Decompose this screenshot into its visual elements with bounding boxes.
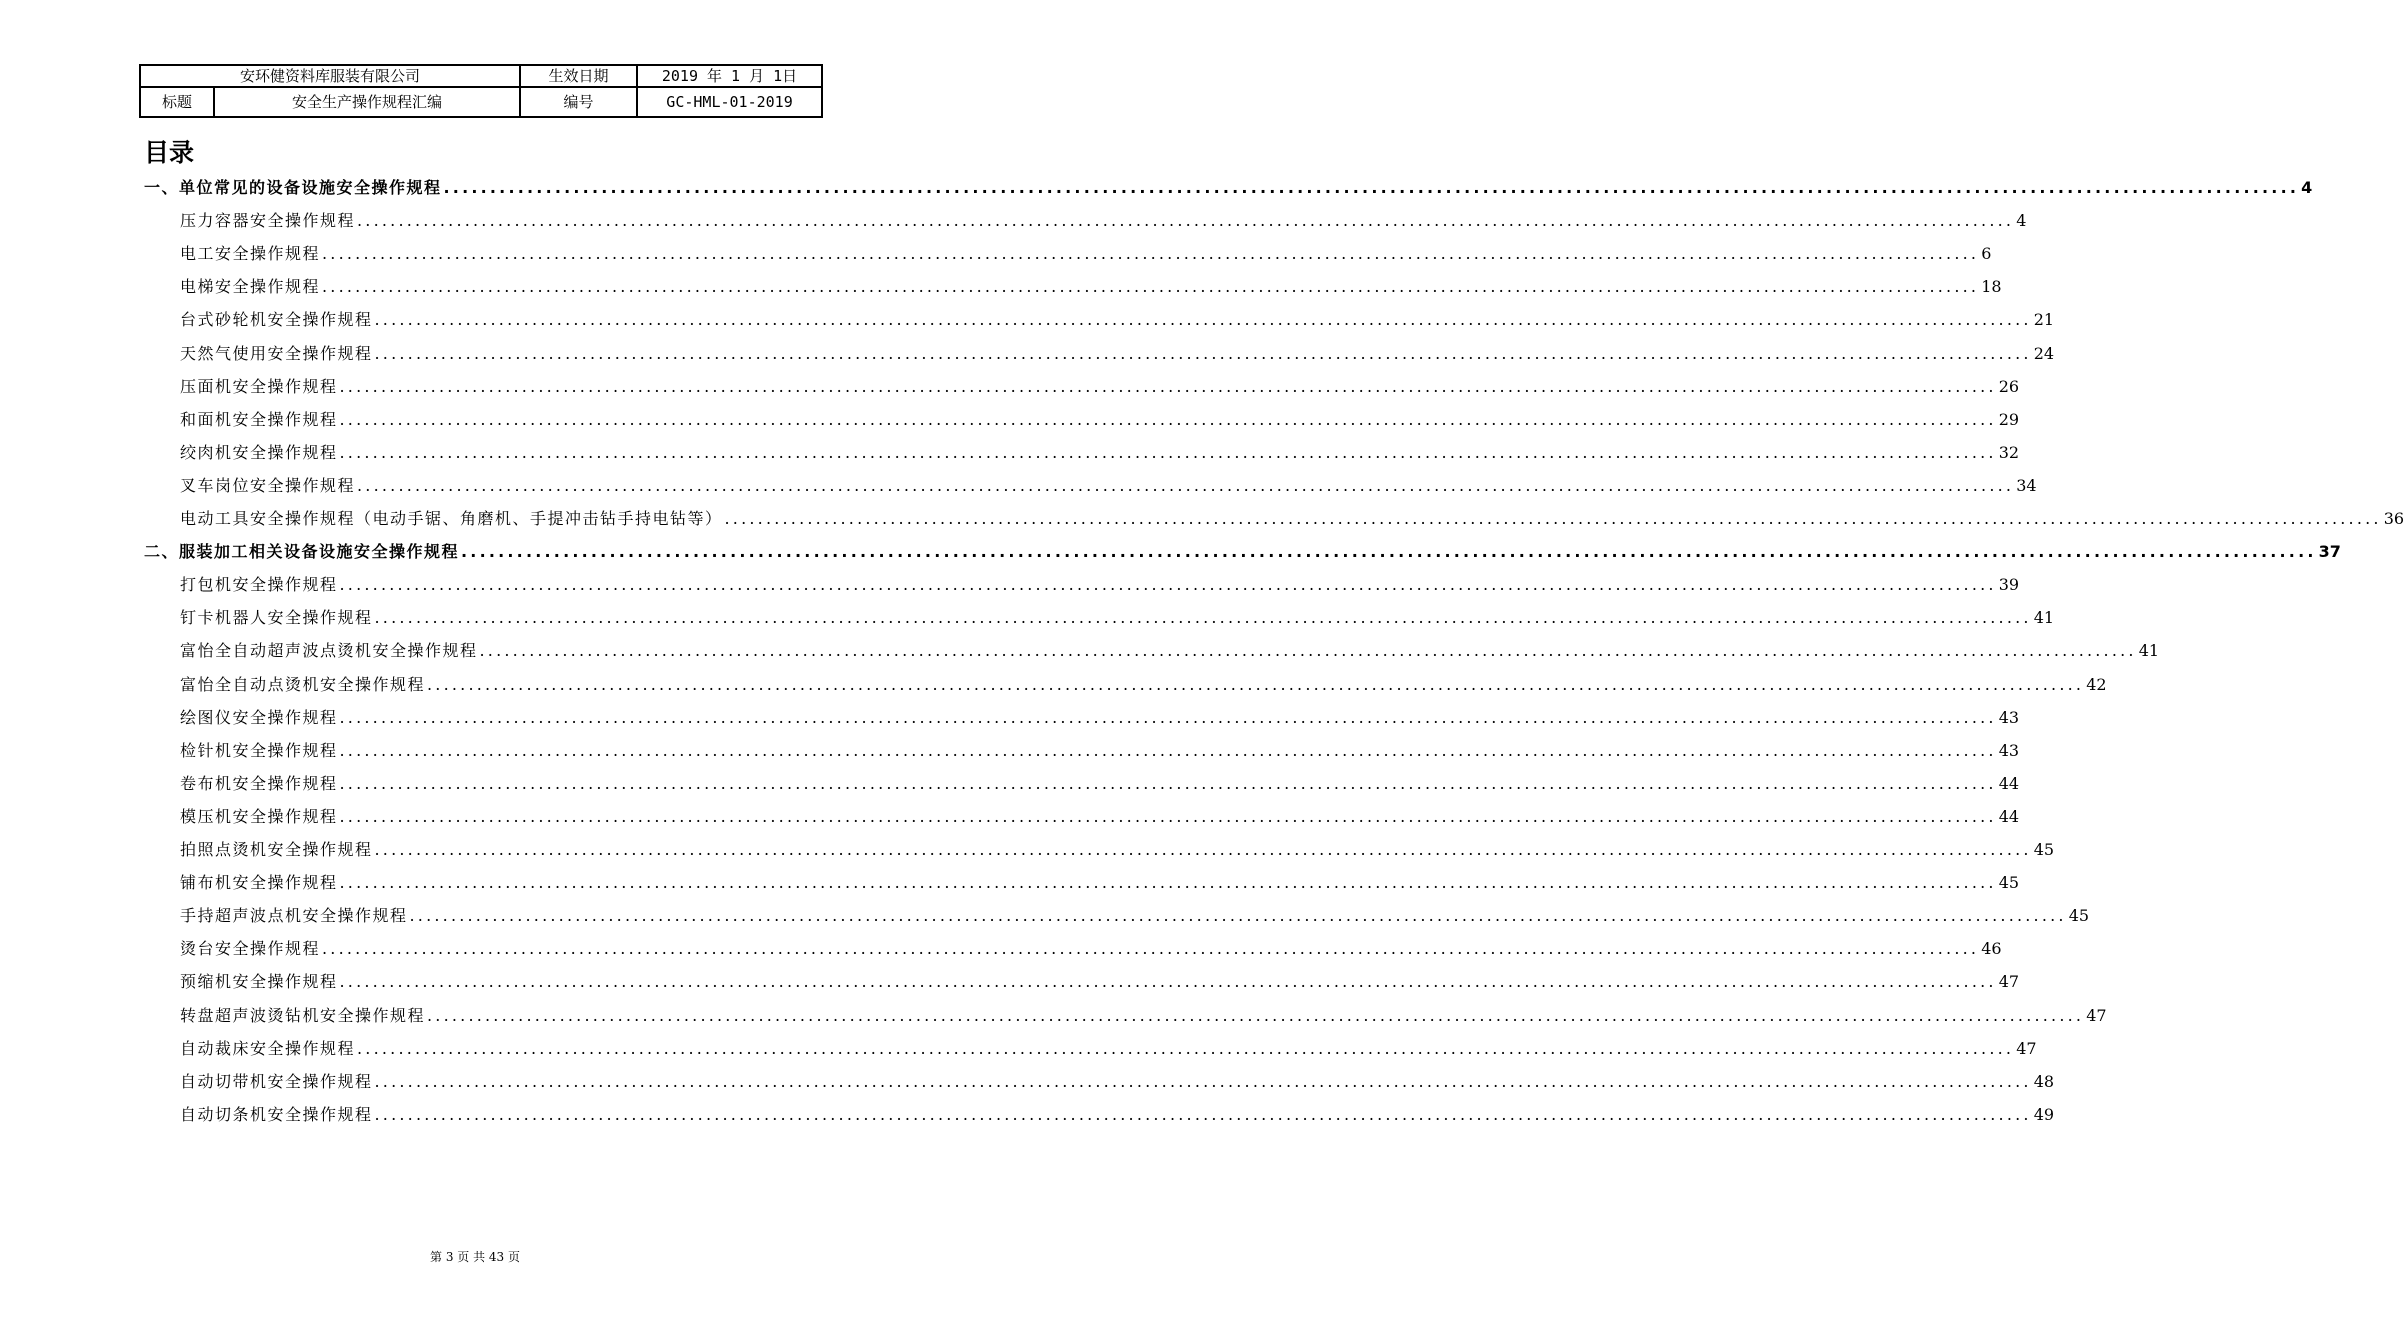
toc-entry[interactable] bbox=[180, 673, 2107, 697]
toc-entry[interactable] bbox=[180, 209, 2027, 233]
toc-entry[interactable] bbox=[180, 408, 2020, 432]
toc-entry-page: 41 bbox=[2138, 641, 2160, 661]
company-name: 安环健资料库服装有限公司 bbox=[140, 65, 520, 87]
toc-leader-dots: ........................................................................................................................................................................................................ bbox=[357, 475, 2015, 495]
effective-date-label: 生效日期 bbox=[520, 65, 637, 87]
toc-entry-title: 压力容器安全操作规程 bbox=[180, 211, 356, 231]
toc-leader-dots: ........................................................................................................................................................................................................ bbox=[322, 277, 1980, 297]
toc-entry-page: 42 bbox=[2086, 674, 2107, 694]
toc-leader-dots: ........................................................................................................................................................................................................ bbox=[357, 1038, 2015, 1058]
toc-leader-dots: ........................................................................................................................................................................................................ bbox=[461, 542, 2317, 562]
toc-entry-title: 铺布机安全操作规程 bbox=[180, 873, 338, 893]
toc-entry-title: 绘图仪安全操作规程 bbox=[180, 707, 338, 727]
toc-entry-title: 电梯安全操作规程 bbox=[180, 277, 321, 297]
toc-entry-title: 转盘超声波烫钻机安全操作规程 bbox=[180, 1005, 426, 1025]
toc-entry[interactable] bbox=[180, 1037, 2037, 1061]
toc-leader-dots: ........................................................................................................................................................................................................ bbox=[339, 409, 1997, 429]
toc-entry-page: 24 bbox=[2033, 343, 2055, 363]
toc-entry-page: 43 bbox=[1998, 707, 2020, 727]
toc-entry[interactable] bbox=[180, 739, 2020, 763]
page-footer: 第 3 页 共 43 页 bbox=[430, 1250, 520, 1264]
toc-leader-dots: ........................................................................................................................................................................................................ bbox=[479, 641, 2137, 661]
toc-entry-title: 天然气使用安全操作规程 bbox=[180, 343, 373, 363]
toc-entry-page: 46 bbox=[1981, 939, 2002, 959]
toc-entry[interactable] bbox=[180, 1070, 2055, 1094]
effective-date: 2019 年 1 月 1日 bbox=[637, 65, 822, 87]
toc-entry-title: 烫台安全操作规程 bbox=[180, 939, 321, 959]
toc-leader-dots: ........................................................................................................................................................................................................ bbox=[427, 674, 2085, 694]
toc-entry-page: 4 bbox=[2016, 211, 2027, 231]
toc-entry-page: 4 bbox=[2301, 178, 2313, 197]
toc-leader-dots: ........................................................................................................................................................................................................ bbox=[374, 1104, 2032, 1124]
toc-entry-title: 自动切条机安全操作规程 bbox=[180, 1104, 373, 1124]
number-label: 编号 bbox=[520, 87, 637, 117]
toc-entry-page: 44 bbox=[1998, 806, 2020, 826]
toc-leader-dots: ........................................................................................................................................................................................................ bbox=[322, 939, 1980, 959]
toc-entry-title: 检针机安全操作规程 bbox=[180, 740, 338, 760]
document-number: GC-HML-01-2019 bbox=[637, 87, 822, 117]
toc-entry-page: 37 bbox=[2318, 542, 2341, 562]
toc-entry[interactable] bbox=[180, 772, 2020, 796]
toc-entry[interactable] bbox=[180, 275, 2002, 299]
toc-entry-title: 绞肉机安全操作规程 bbox=[180, 442, 338, 462]
toc-entry-title: 二、服装加工相关设备设施安全操作规程 bbox=[144, 542, 460, 562]
toc-entry-title: 压面机安全操作规程 bbox=[180, 376, 338, 396]
toc-entry-title: 拍照点烫机安全操作规程 bbox=[180, 840, 373, 859]
toc-entry[interactable] bbox=[180, 242, 1992, 266]
toc-entry-title: 富怡全自动超声波点烫机安全操作规程 bbox=[180, 641, 478, 661]
toc-leader-dots: ........................................................................................................................................................................................................ bbox=[339, 740, 1997, 760]
toc-leader-dots: ........................................................................................................................................................................................................ bbox=[339, 442, 1997, 462]
toc-entry-page: 18 bbox=[1981, 277, 2002, 297]
toc-entry-page: 44 bbox=[1998, 773, 2020, 793]
toc-leader-dots: ........................................................................................................................................................................................................ bbox=[374, 310, 2032, 330]
toc-entry[interactable] bbox=[180, 1004, 2107, 1028]
toc-entry[interactable] bbox=[180, 375, 2020, 399]
toc-entry-title: 自动切带机安全操作规程 bbox=[180, 1071, 373, 1091]
toc-entry[interactable] bbox=[180, 474, 2037, 498]
toc-leader-dots: ........................................................................................................................................................................................................ bbox=[339, 873, 1997, 893]
toc-entry[interactable] bbox=[180, 937, 2002, 961]
toc-leader-dots: ........................................................................................................................................................................................................ bbox=[322, 244, 1980, 264]
toc-entry-title: 手持超声波点机安全操作规程 bbox=[180, 906, 408, 926]
toc-entry-page: 34 bbox=[2016, 475, 2037, 495]
toc-entry-page: 32 bbox=[1998, 442, 2020, 462]
toc-entry[interactable] bbox=[180, 441, 2020, 465]
toc-leader-dots: ........................................................................................................................................................................................................ bbox=[357, 211, 2015, 231]
toc-entry-title: 电工安全操作规程 bbox=[180, 244, 321, 264]
toc-entry-title: 卷布机安全操作规程 bbox=[180, 773, 338, 793]
toc-leader-dots: ........................................................................................................................................................................................................ bbox=[339, 575, 1997, 595]
toc-leader-dots: ........................................................................................................................................................................................................ bbox=[374, 343, 2032, 363]
toc-entry-title: 富怡全自动点烫机安全操作规程 bbox=[180, 674, 426, 694]
toc-entry[interactable] bbox=[180, 1103, 2055, 1127]
toc-leader-dots: ........................................................................................................................................................................................................ bbox=[374, 608, 2032, 628]
toc-entry-page: 21 bbox=[2033, 310, 2055, 330]
toc-leader-dots: ........................................................................................................................................................................................................ bbox=[724, 509, 2382, 528]
toc-entry-title: 自动裁床安全操作规程 bbox=[180, 1038, 356, 1058]
document-title: 安全生产操作规程汇编 bbox=[214, 87, 520, 117]
toc-entry-title: 打包机安全操作规程 bbox=[180, 575, 338, 595]
toc-section-entry[interactable] bbox=[144, 176, 2313, 200]
toc-entry-title: 一、单位常见的设备设施安全操作规程 bbox=[144, 178, 442, 197]
toc-entry[interactable] bbox=[180, 805, 2020, 829]
toc-entry[interactable] bbox=[180, 706, 2020, 730]
toc-leader-dots: ........................................................................................................................................................................................................ bbox=[339, 972, 1997, 992]
toc-entry-page: 41 bbox=[2033, 608, 2055, 628]
toc-entry-page: 47 bbox=[2016, 1038, 2037, 1058]
toc-entry[interactable] bbox=[180, 904, 2090, 928]
toc-entry-page: 48 bbox=[2033, 1071, 2055, 1091]
toc-entry[interactable] bbox=[180, 970, 2020, 994]
toc-entry-page: 26 bbox=[1998, 376, 2020, 396]
toc-entry-page: 45 bbox=[1998, 873, 2020, 893]
toc-leader-dots: ........................................................................................................................................................................................................ bbox=[339, 806, 1997, 826]
toc-entry-page: 6 bbox=[1981, 244, 1992, 264]
toc-entry-title: 模压机安全操作规程 bbox=[180, 806, 338, 826]
toc-leader-dots: ........................................................................................................................................................................................................ bbox=[427, 1005, 2085, 1025]
toc-entry-title: 预缩机安全操作规程 bbox=[180, 972, 338, 992]
toc-entry[interactable] bbox=[180, 507, 2404, 531]
toc-entry-title: 电动工具安全操作规程（电动手锯、角磨机、手提冲击钻手持电钻等） bbox=[180, 509, 723, 528]
toc-entry-page: 47 bbox=[1998, 972, 2020, 992]
toc-entry-page: 29 bbox=[1998, 409, 2020, 429]
toc-leader-dots: ........................................................................................................................................................................................................ bbox=[409, 906, 2067, 926]
toc-entry-page: 45 bbox=[2068, 906, 2090, 926]
toc-leader-dots: ........................................................................................................................................................................................................ bbox=[339, 707, 1997, 727]
toc-entry-page: 39 bbox=[1998, 575, 2020, 595]
toc-entry[interactable] bbox=[180, 838, 2055, 862]
toc-entry-page: 45 bbox=[2033, 840, 2055, 859]
toc-entry-title: 和面机安全操作规程 bbox=[180, 409, 338, 429]
toc-entry-title: 叉车岗位安全操作规程 bbox=[180, 475, 356, 495]
toc-entry-title: 钉卡机器人安全操作规程 bbox=[180, 608, 373, 628]
toc-entry-page: 49 bbox=[2033, 1104, 2055, 1124]
toc-leader-dots: ........................................................................................................................................................................................................ bbox=[374, 1071, 2032, 1091]
toc-entry[interactable] bbox=[180, 573, 2020, 597]
title-label: 标题 bbox=[140, 87, 214, 117]
toc-leader-dots: ........................................................................................................................................................................................................ bbox=[339, 773, 1997, 793]
toc-leader-dots: ........................................................................................................................................................................................................ bbox=[443, 178, 2300, 197]
toc-leader-dots: ........................................................................................................................................................................................................ bbox=[374, 840, 2032, 859]
toc-entry-page: 47 bbox=[2086, 1005, 2107, 1025]
toc-entry[interactable] bbox=[180, 871, 2020, 895]
toc-entry-title: 台式砂轮机安全操作规程 bbox=[180, 310, 373, 330]
toc-entry[interactable] bbox=[180, 342, 2055, 366]
toc-entry-page: 36 bbox=[2383, 509, 2404, 528]
toc-entry[interactable] bbox=[180, 606, 2055, 630]
toc-entry[interactable] bbox=[180, 308, 2055, 332]
toc-section-entry[interactable] bbox=[144, 540, 2341, 564]
toc-entry[interactable] bbox=[180, 639, 2160, 663]
toc-leader-dots: ........................................................................................................................................................................................................ bbox=[339, 376, 1997, 396]
toc-entry-page: 43 bbox=[1998, 740, 2020, 760]
document-header-table bbox=[139, 64, 823, 118]
toc-heading: 目录 bbox=[144, 138, 195, 167]
